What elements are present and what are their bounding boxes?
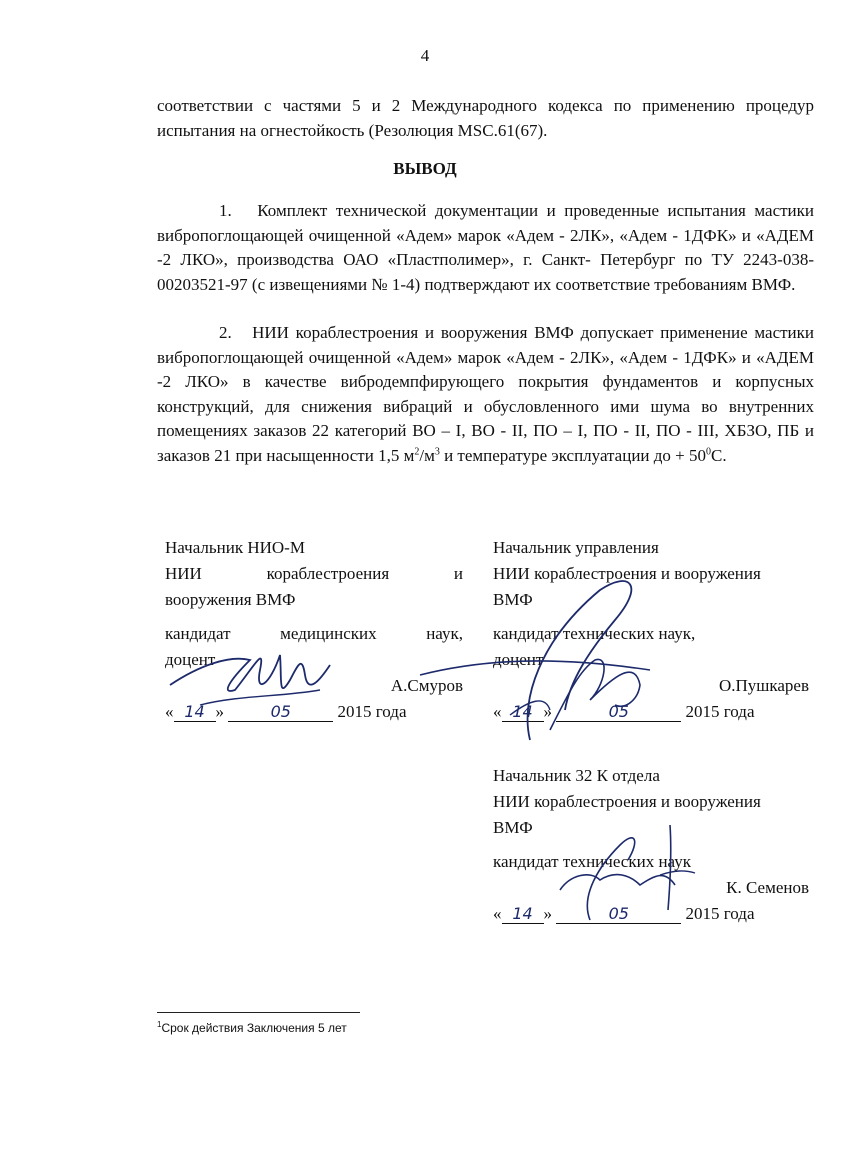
conclusion-paragraph-2 — [157, 321, 814, 469]
footnote-text: Срок действия Заключения 5 лет — [161, 1021, 347, 1035]
unit-superscript-2: 2 — [414, 446, 420, 458]
signatory-name: О.Пушкарев — [718, 676, 809, 695]
paragraph-2-tail: и температуре эксплуатации до + 50 — [439, 445, 707, 465]
date-day: 14 — [502, 905, 544, 924]
date-month: 05 — [228, 703, 333, 722]
date-year: 2015 года — [337, 702, 407, 721]
signature-date: « 14 » 05 2015 года — [493, 904, 755, 923]
signatory-org-line-1: НИИ кораблестроения и — [165, 564, 463, 583]
signatory-degree-line-1: кандидат технических наук, — [493, 624, 696, 643]
date-day: 14 — [502, 703, 544, 722]
signatory-position: Начальник НИО-М — [165, 538, 305, 557]
intro-paragraph: соответствии с частями 5 и 2 Международного кодекса по применению процедур испытания на огнестойкость (Резолюция MSC.61(67). — [157, 96, 814, 140]
footnote — [157, 1021, 347, 1035]
signatory-degree-line-1: кандидат технических наук — [493, 852, 691, 871]
footnote-rule — [157, 1012, 360, 1013]
signatory-org-line-2: ВМФ — [493, 590, 533, 609]
page-number: 4 — [420, 46, 430, 65]
date-year: 2015 года — [685, 702, 755, 721]
date-year: 2015 года — [685, 904, 755, 923]
date-day: 14 — [174, 703, 216, 722]
signatory-position: Начальник управления — [493, 538, 659, 557]
signature-date: « 14 » 05 2015 года — [493, 702, 755, 721]
degree-superscript: 0 — [706, 446, 712, 458]
unit-superscript-3: 3 — [434, 446, 440, 458]
signatory-org-line-2: вооружения ВМФ — [165, 590, 296, 609]
paragraph-1-text: 1. Комплект технической документации и проведенные испытания мастики вибропоглощающей очищенной «Адем» марок «Адем - 2ЛК», «Адем - 1ДФК» и «АДЕМ -2 ЛКО», производства ОАО «Пластполимер», г. Санкт- Петербург по ТУ 2243-038-00203521-97 (с извещениями № 1-4) подтверждают их соответствие требованиям ВМФ. — [157, 201, 814, 294]
signatory-org-line-2: ВМФ — [493, 818, 533, 837]
signatory-org-line-1: НИИ кораблестроения и вооружения — [493, 564, 761, 583]
signatory-right — [493, 535, 809, 725]
conclusion-paragraph-1 — [157, 199, 814, 297]
signatory-position: Начальник 32 К отдела — [493, 766, 660, 785]
signatory-left — [165, 535, 463, 725]
signatory-degree-line-2: доцент — [165, 650, 216, 669]
date-month: 05 — [556, 703, 681, 722]
footnote-marker: 1 — [157, 1020, 162, 1029]
signatory-degree-line-1: кандидат медицинских наук, — [165, 624, 463, 643]
paragraph-2-text: 2. НИИ кораблестроения и вооружения ВМФ допускает применение мастики вибропоглощающей очищенной «Адем» марок «Адем - 2ЛК», «Адем - 1ДФК» и «АДЕМ -2 ЛКО» в качестве вибродемпфирующего покрытия фундаментов и корпусных конструкций, для снижения вибраций и обусловленного ими шума во внутренних помещениях заказов 22 категорий ВО – I, ВО - II, ПО – I, ПО - II, ПО - III, ХБЗО, ПБ и заказов 21 при насыщенности 1,5 м — [157, 323, 814, 465]
signatory-name: К. Семенов — [726, 878, 809, 897]
signatory-degree-line-2: доцент — [493, 650, 544, 669]
paragraph-2-end: С. — [711, 445, 727, 465]
signatory-bottom — [493, 763, 809, 927]
section-heading: ВЫВОД — [393, 159, 457, 178]
signature-date: « 14 » 05 2015 года — [165, 702, 407, 721]
unit-divider: /м — [419, 445, 435, 465]
signatory-org-line-1: НИИ кораблестроения и вооружения — [493, 792, 761, 811]
signatory-name: А.Смуров — [390, 676, 463, 695]
date-month: 05 — [556, 905, 681, 924]
